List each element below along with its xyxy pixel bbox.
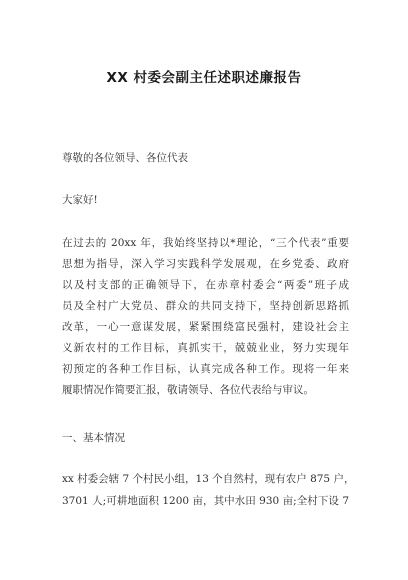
paragraph1-line-8: 履职情况作简要汇报，敬请领导、各位代表给与审议。 bbox=[62, 384, 314, 396]
salutation: 尊敬的各位领导、各位代表 bbox=[62, 152, 188, 164]
paragraph2-line-1: xx 村委会辖 7 个村民小组，13 个自然村，现有农户 875 户， bbox=[62, 473, 355, 485]
paragraph1-line-4: 员及全村广大党员、群众的共同支持下，坚持创新思路抓 bbox=[62, 300, 349, 312]
greeting: 大家好! bbox=[62, 194, 98, 206]
paragraph1-line-2: 思想为指导，深入学习实践科学发展观，在乡党委、政府 bbox=[62, 258, 349, 270]
paragraph2-line-2: 3701 人;可耕地面积 1200 亩，其中水田 930 亩;全村下设 7 bbox=[62, 495, 349, 507]
paragraph1-line-3: 以及村支部的正确领导下，在赤章村委会“两委”班子成 bbox=[62, 279, 349, 291]
document-title: XX 村委会副主任述职述廉报告 bbox=[106, 70, 302, 86]
section-heading-basic-info: 一、基本情况 bbox=[62, 432, 125, 444]
paragraph1-line-6: 义新农村的工作目标，真抓实干，兢兢业业，努力实现年 bbox=[62, 342, 349, 354]
paragraph1-line-7: 初预定的各种工作目标，认真完成各种工作。现将一年来 bbox=[62, 363, 349, 375]
paragraph1-line-5: 改革，一心一意谋发展，紧紧围绕富民强村，建设社会主 bbox=[62, 321, 349, 333]
paragraph1-line-1: 在过去的 20xx 年，我始终坚持以*理论，“三个代表”重要 bbox=[62, 237, 349, 249]
